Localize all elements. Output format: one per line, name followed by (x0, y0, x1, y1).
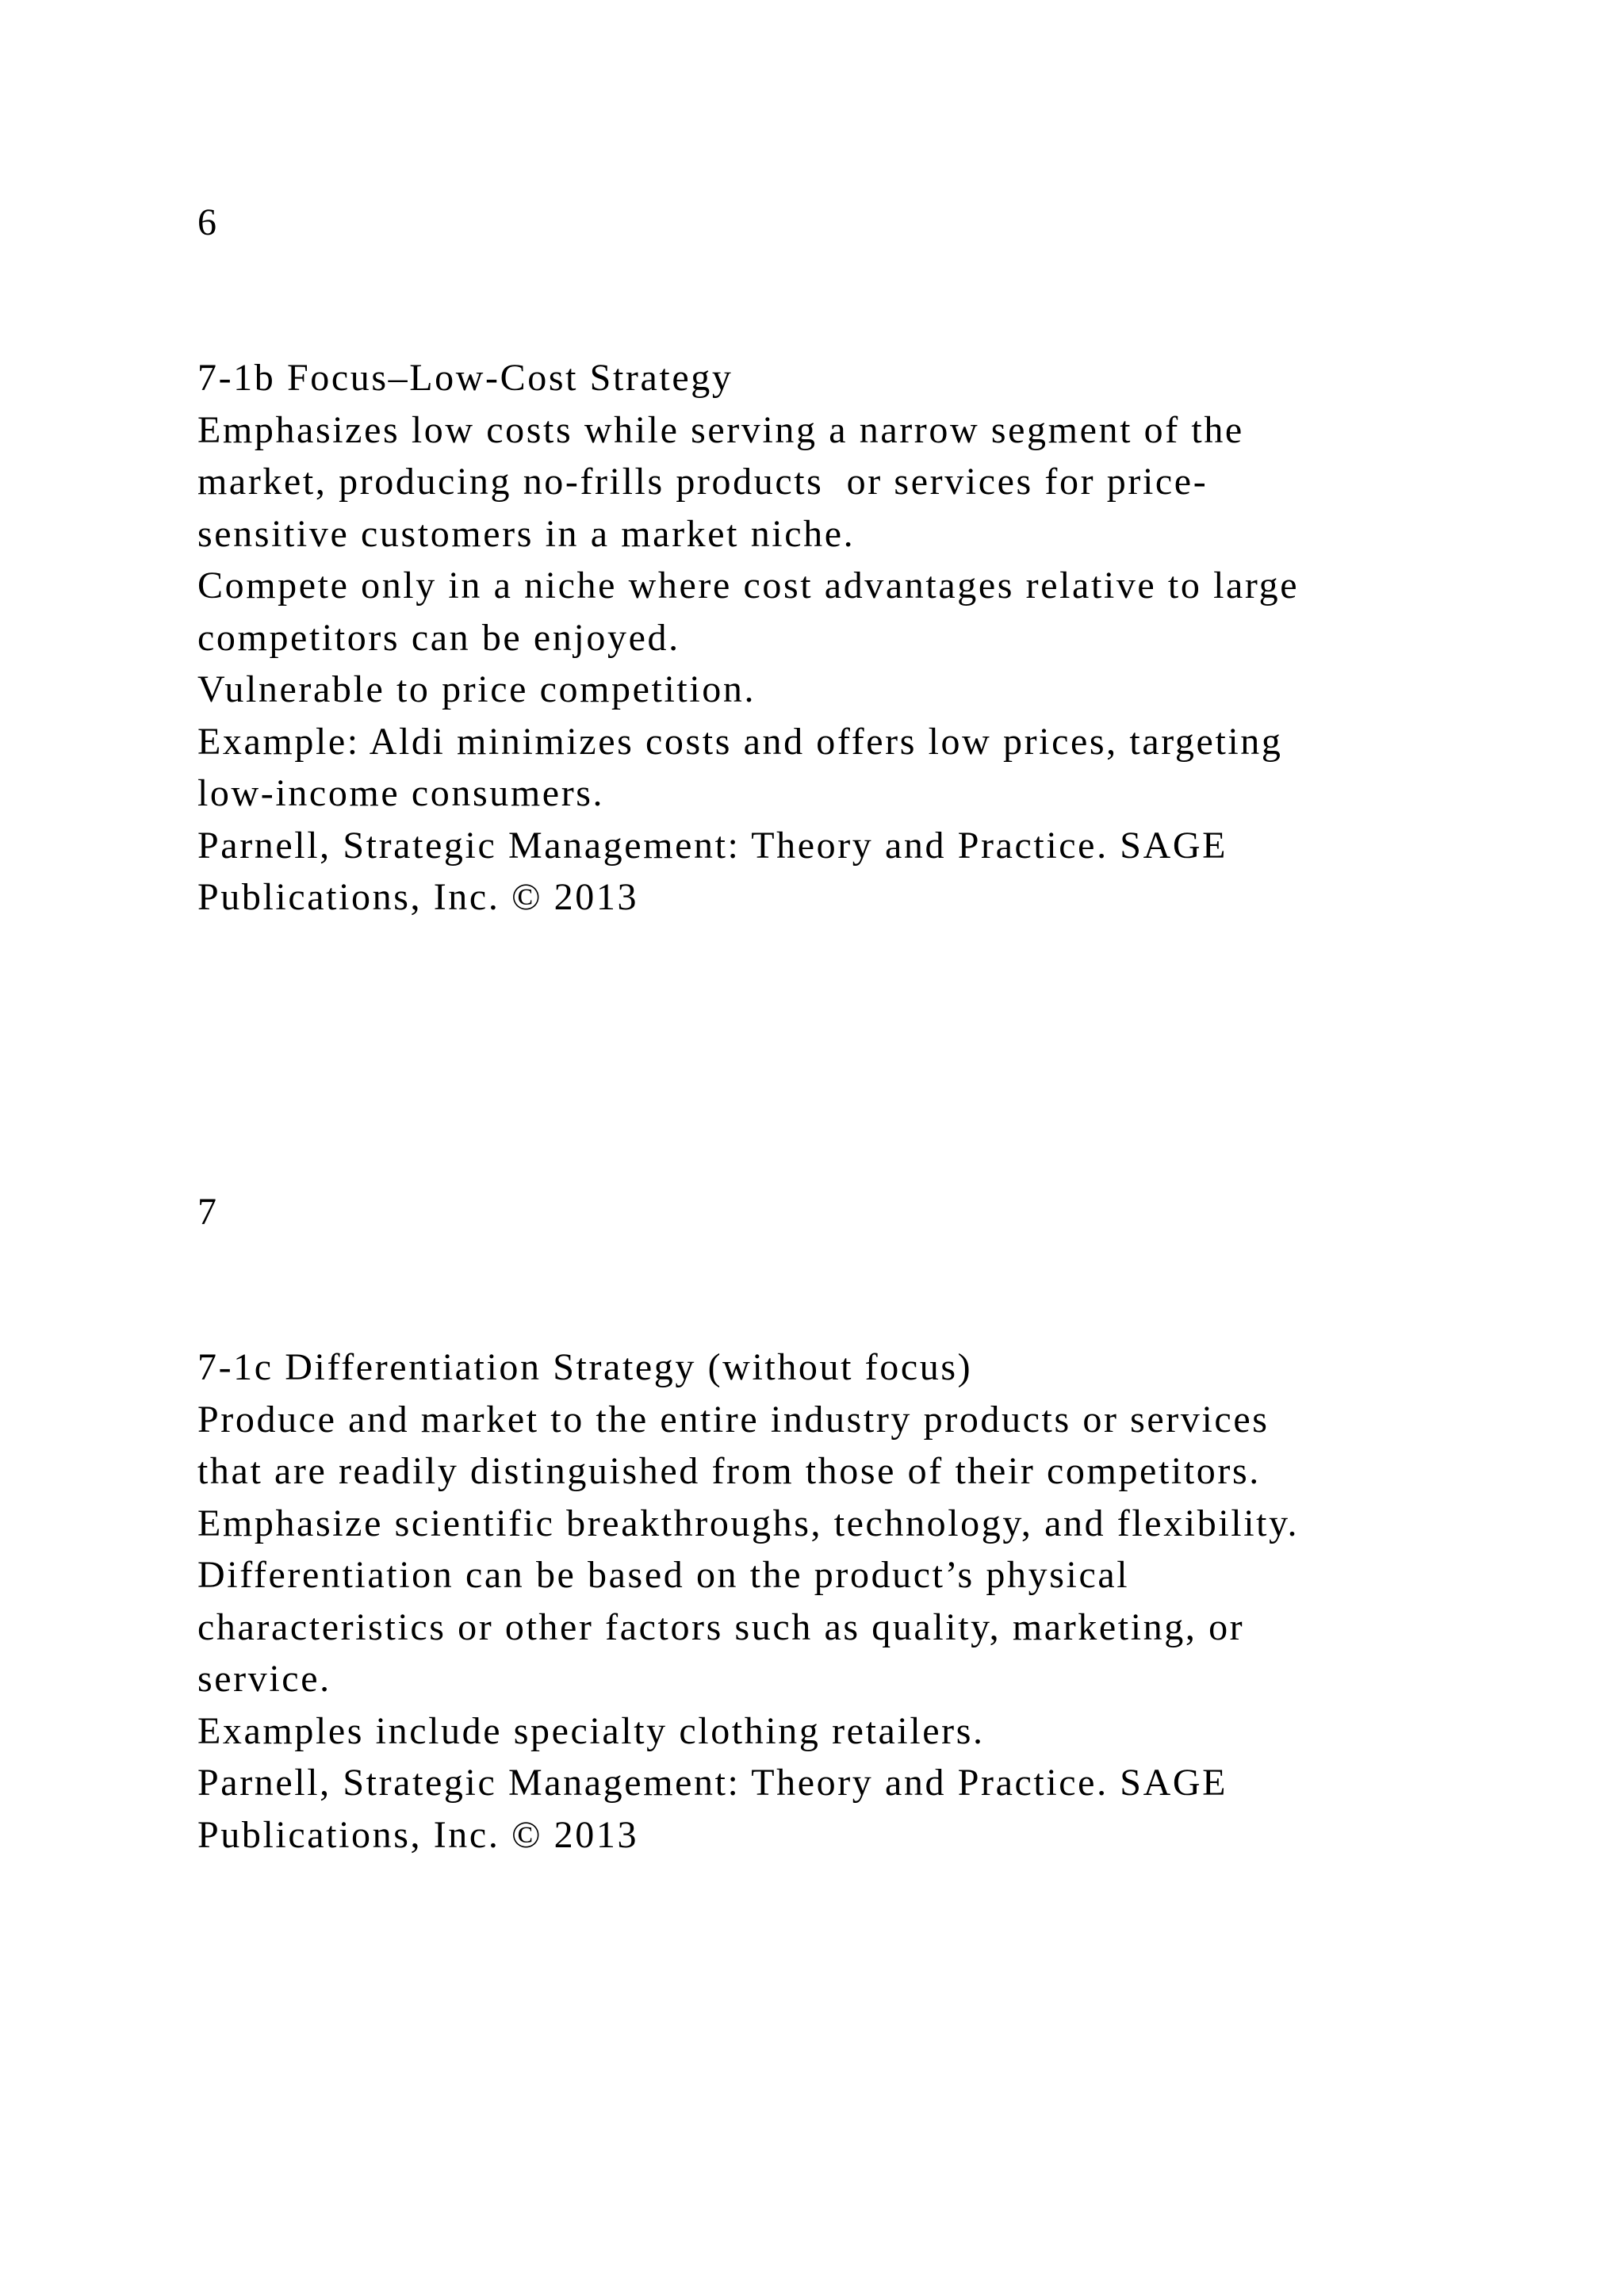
text-line: Emphasizes low costs while serving a narrow segment of the (197, 408, 1244, 451)
slide-text-block (197, 1341, 1545, 1861)
slide-title: 7-1b Focus–Low-Cost Strategy (197, 357, 733, 399)
text-line: market, producing no-frills products or services for price- (197, 461, 1208, 503)
text-line: Example: Aldi minimizes costs and offers low prices, targeting (197, 720, 1283, 763)
text-line: Produce and market to the entire industry products or services (197, 1398, 1270, 1441)
text-line: Compete only in a niche where cost advantages relative to large (197, 564, 1300, 607)
text-line: low-income consumers. (197, 772, 605, 814)
text-line: Emphasize scientific breakthroughs, technology, and flexibility. (197, 1502, 1300, 1544)
text-line: sensitive customers in a market niche. (197, 512, 856, 555)
text-line: service. (197, 1658, 331, 1700)
text-line: Examples include specialty clothing retailers. (197, 1709, 985, 1752)
text-line: competitors can be enjoyed. (197, 616, 680, 659)
slide-text-block (197, 352, 1545, 924)
text-line: that are readily distinguished from those of their competitors. (197, 1450, 1261, 1492)
citation-line: Publications, Inc. © 2013 (197, 876, 639, 918)
text-line: Differentiation can be based on the product’s physical (197, 1554, 1130, 1596)
text-line: Vulnerable to price competition. (197, 668, 756, 710)
page-number: 6 (197, 201, 218, 243)
page-number: 7 (197, 1191, 218, 1233)
text-line: characteristics or other factors such as quality, marketing, or (197, 1605, 1245, 1648)
citation-line: Publications, Inc. © 2013 (197, 1813, 639, 1856)
citation-line: Parnell, Strategic Management: Theory and Practice. SAGE (197, 1762, 1228, 1804)
slide-title: 7-1c Differentiation Strategy (without focus) (197, 1346, 973, 1388)
citation-line: Parnell, Strategic Management: Theory and Practice. SAGE (197, 824, 1228, 867)
